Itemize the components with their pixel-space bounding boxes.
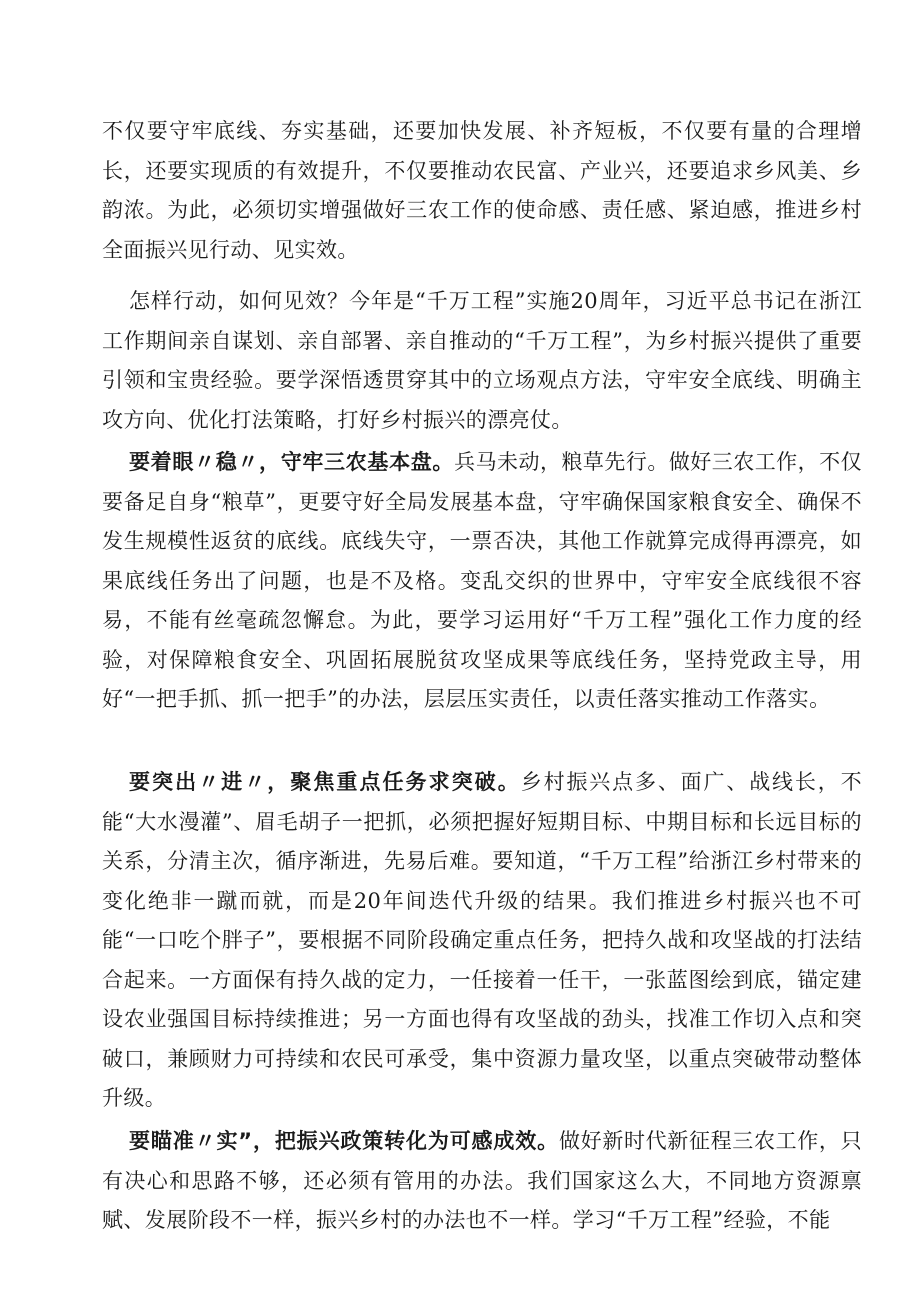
paragraph-4 (102, 763, 862, 1119)
paragraph-2 (102, 282, 862, 440)
paragraph-4-heading: 要突出〃进〃，聚焦重点任务求突破。 (129, 770, 521, 794)
paragraph-4-text: 乡村振兴点多、面广、战线长，不能“大水漫灌”、眉毛胡子一把抓，必须把握好短期目标、中期目标和长远目标的关系，分清主次，循序渐进，先易后难。要知道，“千万工程”给浙江乡村带来的变化绝非一蹴而就，而是20年间迭代升级的结果。我们推进乡村振兴也不可能“一口吃个胖子”，要根据不同阶段确定重点任务，把持久战和攻坚战的打法结合起来。一方面保有持久战的定力，一任接着一任干，一张蓝图绘到底，锚定建设农业强国目标持续推进；另一方面也得有攻坚战的劲头，找准工作切入点和突破口，兼顾财力可持续和农民可承受，集中资源力量攻坚，以重点突破带动整体升级。 (102, 770, 862, 1110)
paragraph-1-text: 不仅要守牢底线、夯实基础，还要加快发展、补齐短板，不仅要有量的合理增长，还要实现质的有效提升，不仅要推动农民富、产业兴，还要追求乡风美、乡韵浓。为此，必须切实增强做好三农工作的使命感、责任感、紧迫感，推进乡村全面振兴见行动、见实效。 (102, 119, 862, 262)
paragraph-3-text: 兵马未动，粮草先行。做好三农工作，不仅要备足自身“粮草”，更要守好全局发展基本盘，守牢确保国家粮食安全、确保不发生规模性返贫的底线。底线失守，一票否决，其他工作就算完成得再漂亮，如果底线任务出了问题，也是不及格。变乱交织的世界中，守牢安全底线很不容易，不能有丝毫疏忽懈怠。为此，要学习运用好“千万工程”强化工作力度的经验，对保障粮食安全、巩固拓展脱贫攻坚成果等底线任务，坚持党政主导，用好“一把手抓、抓一把手”的办法，层层压实责任，以责任落实推动工作落实。 (102, 450, 862, 711)
paragraph-2-text: 怎样行动，如何见效？今年是“千万工程”实施20周年，习近平总书记在浙江工作期间亲自谋划、亲自部署、亲自推动的“千万工程”，为乡村振兴提供了重要引领和宝贵经验。要学深悟透贯穿其中的立场观点方法，守牢安全底线、明确主攻方向、优化打法策略，打好乡村振兴的漂亮仗。 (102, 289, 862, 432)
paragraph-5-text: 做好新时代新征程三农工作，只有决心和思路不够，还必须有管用的办法。我们国家这么大，不同地方资源禀赋、发展阶段不一样，振兴乡村的办法也不一样。学习“千万工程”经验，不能 (102, 1129, 862, 1232)
paragraph-1 (102, 112, 862, 270)
paragraph-3-heading: 要着眼〃稳〃，守牢三农基本盘。 (129, 450, 455, 474)
paragraph-5 (102, 1122, 862, 1241)
paragraph-3 (102, 443, 862, 720)
paragraph-5-heading: 要瞄准〃实”，把振兴政策转化为可感成效。 (129, 1129, 559, 1153)
